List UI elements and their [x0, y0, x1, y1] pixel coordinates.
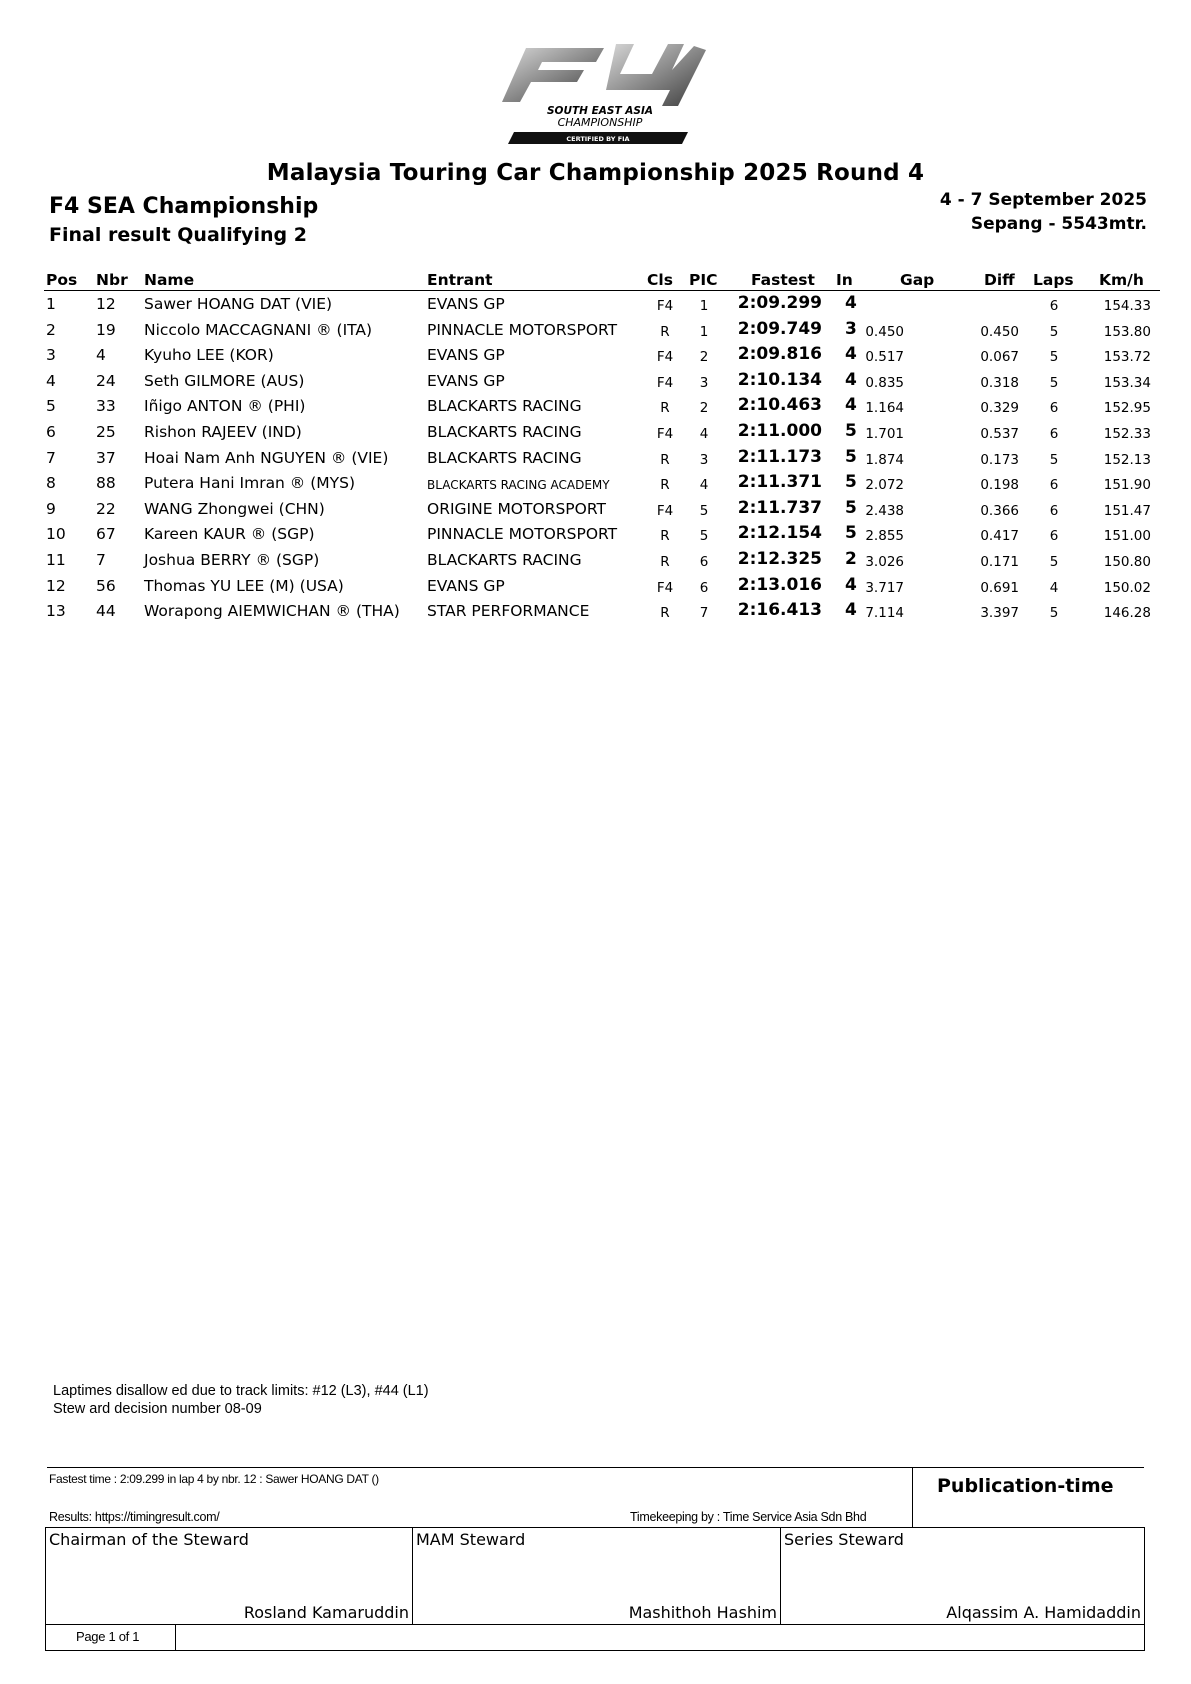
cell-name: Putera Hani Imran ® (MYS)	[144, 474, 356, 493]
cell-fastest: 2:10.463	[737, 395, 822, 416]
cell-fastest: 2:09.299	[737, 293, 822, 313]
cell-in: 4	[845, 344, 857, 365]
cell-name: Seth GILMORE (AUS)	[144, 371, 305, 390]
cell-pic: 4	[699, 426, 709, 442]
cell-laps: 5	[1049, 451, 1059, 468]
table-row	[0, 575, 1191, 599]
cell-pos: 10	[46, 525, 66, 544]
venue: Sepang - 5543mtr.	[970, 214, 1147, 234]
cell-kmh: 153.72	[1103, 349, 1151, 366]
col-pic: PIC	[689, 271, 718, 289]
cell-nbr: 24	[96, 371, 116, 390]
cell-pic: 2	[699, 400, 709, 417]
cell-gap: 2.072	[865, 477, 904, 494]
f4-sea-championship-logo	[484, 40, 714, 152]
cell-diff: 3.397	[980, 605, 1019, 622]
cell-gap: 0.835	[865, 374, 904, 391]
cell-in: 4	[845, 293, 857, 313]
page-number-cell	[46, 1625, 176, 1650]
track-limits-note: Laptimes disallow ed due to track limits: #12 (L3), #44 (L1)	[53, 1383, 429, 1399]
stewards-signature-block	[45, 1527, 1145, 1625]
table-row	[0, 370, 1191, 394]
cell-in: 3	[845, 318, 857, 339]
col-kmh: Km/h	[1099, 271, 1144, 289]
cell-gap: 1.701	[865, 426, 904, 442]
cell-kmh: 153.80	[1103, 323, 1151, 340]
cell-pos: 5	[46, 397, 56, 416]
cell-pos: 12	[46, 576, 66, 595]
cell-kmh: 150.02	[1103, 579, 1151, 596]
steward-name: Rosland Kamaruddin	[243, 1603, 409, 1622]
cell-fastest: 2:12.154	[737, 523, 822, 544]
logo-line3: CERTIFIED BY FIA	[566, 135, 630, 143]
cell-name: Sawer HOANG DAT (VIE)	[144, 295, 333, 313]
page-number-box	[45, 1625, 1145, 1651]
cell-laps: 6	[1049, 502, 1059, 519]
cell-diff: 0.318	[980, 374, 1019, 391]
cell-entrant: BLACKARTS RACING	[427, 448, 582, 467]
cell-name: WANG Zhongwei (CHN)	[144, 499, 325, 518]
cell-in: 5	[845, 446, 857, 467]
col-entrant: Entrant	[427, 271, 493, 289]
cell-laps: 5	[1049, 374, 1059, 391]
cell-pos: 3	[46, 346, 56, 365]
cell-cls: F4	[656, 579, 674, 596]
cell-name: Joshua BERRY ® (SGP)	[144, 551, 320, 569]
cell-pos: 7	[46, 448, 56, 467]
results-url: Results: https://timingresult.com/	[49, 1510, 220, 1524]
col-diff: Diff	[984, 271, 1015, 289]
event-dates: 4 - 7 September 2025	[939, 190, 1147, 210]
cell-cls: R	[660, 451, 670, 468]
cell-laps: 6	[1049, 528, 1059, 545]
cell-in: 5	[845, 523, 857, 544]
cell-name: Niccolo MACCAGNANI ® (ITA)	[144, 320, 373, 339]
cell-in: 4	[845, 600, 857, 621]
cell-kmh: 146.28	[1103, 605, 1151, 622]
cell-nbr: 67	[96, 525, 116, 544]
cell-fastest: 2:12.325	[737, 549, 822, 569]
cell-pos: 13	[46, 602, 66, 621]
cell-in: 2	[845, 549, 857, 569]
logo-line2: CHAMPIONSHIP	[557, 116, 643, 129]
cell-diff: 0.067	[980, 349, 1019, 366]
cell-entrant: EVANS GP	[427, 295, 505, 313]
cell-cls: R	[660, 400, 670, 417]
cell-fastest: 2:11.737	[737, 497, 822, 518]
cell-cls: F4	[656, 374, 674, 391]
cell-laps: 6	[1049, 298, 1059, 314]
cell-in: 4	[845, 574, 857, 595]
cell-kmh: 154.33	[1103, 298, 1151, 314]
table-row	[0, 498, 1191, 522]
cell-pic: 2	[699, 349, 709, 366]
timekeeping-credit: Timekeeping by : Time Service Asia Sdn Bhd	[630, 1510, 867, 1524]
cell-fastest: 2:13.016	[737, 574, 822, 595]
cell-name: Kareen KAUR ® (SGP)	[144, 525, 315, 544]
cell-pos: 11	[46, 551, 66, 569]
table-row	[0, 549, 1191, 573]
cell-entrant: BLACKARTS RACING	[427, 397, 582, 416]
steward-name: Mashithoh Hashim	[628, 1603, 777, 1622]
publication-time-label: Publication-time	[937, 1475, 1114, 1497]
cell-nbr: 25	[96, 423, 116, 441]
cell-diff: 0.450	[980, 323, 1019, 340]
cell-name: Thomas YU LEE (M) (USA)	[144, 576, 344, 595]
cell-pos: 1	[46, 295, 56, 313]
cell-cls: F4	[656, 298, 674, 314]
cell-pic: 1	[699, 323, 709, 340]
steward-box-chairman	[46, 1528, 413, 1624]
table-row	[0, 293, 1191, 317]
session-title: Final result Qualifying 2	[49, 224, 307, 246]
steward-title: Chairman of the Steward	[49, 1530, 249, 1549]
table-row	[0, 472, 1191, 496]
cell-cls: R	[660, 605, 670, 622]
cell-cls: F4	[656, 349, 674, 366]
header-rule	[44, 290, 1160, 291]
col-cls: Cls	[647, 271, 673, 289]
cell-diff: 0.198	[980, 477, 1019, 494]
cell-nbr: 19	[96, 320, 116, 339]
cell-kmh: 152.33	[1103, 426, 1151, 442]
steward-title: MAM Steward	[416, 1530, 526, 1549]
logo-line1: SOUTH EAST ASIA	[546, 105, 654, 117]
cell-gap: 7.114	[865, 605, 904, 622]
table-row	[0, 523, 1191, 547]
table-row	[0, 447, 1191, 471]
table-row	[0, 421, 1191, 445]
col-nbr: Nbr	[96, 271, 128, 289]
cell-cls: R	[660, 323, 670, 340]
cell-entrant: BLACKARTS RACING ACADEMY	[427, 478, 610, 493]
event-title: Malaysia Touring Car Championship 2025 Round 4	[266, 160, 925, 186]
publication-time-box	[912, 1467, 1145, 1527]
cell-kmh: 151.00	[1103, 528, 1151, 545]
cell-kmh: 153.34	[1103, 374, 1151, 391]
cell-laps: 6	[1049, 477, 1059, 494]
cell-laps: 4	[1049, 579, 1059, 596]
f4-wordmark	[502, 44, 706, 106]
col-name: Name	[144, 271, 195, 289]
cell-entrant: EVANS GP	[427, 371, 505, 390]
steward-box-series	[781, 1528, 1144, 1624]
cell-pos: 2	[46, 320, 56, 339]
steward-name: Alqassim A. Hamidaddin	[946, 1603, 1141, 1622]
cell-cls: R	[660, 528, 670, 545]
cell-laps: 6	[1049, 426, 1059, 442]
cell-gap: 2.855	[865, 528, 904, 545]
cell-name: Worapong AIEMWICHAN ® (THA)	[144, 602, 400, 621]
cell-gap: 1.874	[865, 451, 904, 468]
col-laps: Laps	[1033, 271, 1074, 289]
cell-entrant: PINNACLE MOTORSPORT	[427, 525, 618, 544]
cell-nbr: 37	[96, 448, 116, 467]
cell-name: Kyuho LEE (KOR)	[144, 346, 274, 365]
cell-in: 4	[845, 369, 857, 390]
cell-diff: 0.329	[980, 400, 1019, 417]
table-row	[0, 395, 1191, 419]
cell-laps: 6	[1049, 400, 1059, 417]
table-row	[0, 344, 1191, 368]
cell-laps: 5	[1049, 605, 1059, 622]
cell-pic: 3	[699, 451, 709, 468]
cell-name: Iñigo ANTON ® (PHI)	[144, 397, 306, 416]
cell-pic: 4	[699, 477, 709, 494]
cell-entrant: STAR PERFORMANCE	[427, 602, 590, 621]
championship-name: F4 SEA Championship	[49, 194, 319, 219]
col-fastest: Fastest	[751, 271, 815, 289]
cell-pic: 1	[699, 298, 709, 314]
steward-box-mam	[413, 1528, 781, 1624]
cell-nbr: 12	[96, 295, 116, 313]
col-pos: Pos	[46, 271, 78, 289]
cell-in: 5	[845, 421, 857, 441]
page-number: Page 1 of 1	[76, 1629, 140, 1644]
cell-laps: 5	[1049, 323, 1059, 340]
cell-entrant: BLACKARTS RACING	[427, 551, 582, 569]
cell-kmh: 151.90	[1103, 477, 1151, 494]
cell-laps: 5	[1049, 349, 1059, 366]
cell-cls: F4	[656, 502, 674, 519]
cell-nbr: 88	[96, 474, 116, 493]
cell-pos: 9	[46, 499, 56, 518]
cell-kmh: 151.47	[1103, 502, 1151, 519]
cell-nbr: 44	[96, 602, 116, 621]
cell-gap: 3.717	[865, 579, 904, 596]
cell-entrant: EVANS GP	[427, 576, 505, 595]
cell-in: 4	[845, 395, 857, 416]
steward-title: Series Steward	[784, 1530, 904, 1549]
fastest-time-summary: Fastest time : 2:09.299 in lap 4 by nbr. 12 : Sawer HOANG DAT ()	[49, 1472, 379, 1486]
cell-diff: 0.171	[980, 554, 1019, 570]
cell-diff: 0.173	[980, 451, 1019, 468]
cell-fastest: 2:11.000	[737, 421, 822, 441]
cell-pic: 3	[699, 374, 709, 391]
cell-nbr: 4	[96, 346, 106, 365]
cell-name: Rishon RAJEEV (IND)	[144, 423, 302, 441]
cell-kmh: 150.80	[1103, 554, 1151, 570]
cell-in: 5	[845, 497, 857, 518]
cell-cls: F4	[656, 426, 674, 442]
cell-gap: 0.450	[865, 323, 904, 340]
cell-fastest: 2:11.371	[737, 472, 822, 493]
cell-entrant: BLACKARTS RACING	[427, 423, 582, 441]
cell-in: 5	[845, 472, 857, 493]
cell-pos: 4	[46, 371, 56, 390]
cell-pos: 6	[46, 423, 56, 441]
cell-diff: 0.417	[980, 528, 1019, 545]
cell-cls: R	[660, 554, 670, 570]
cell-entrant: EVANS GP	[427, 346, 505, 365]
results-table-header	[0, 271, 1191, 295]
cell-pic: 5	[699, 502, 709, 519]
cell-pic: 7	[699, 605, 709, 622]
cell-laps: 5	[1049, 554, 1059, 570]
cell-nbr: 7	[96, 551, 106, 569]
cell-nbr: 22	[96, 499, 116, 518]
cell-fastest: 2:11.173	[737, 446, 822, 467]
col-gap: Gap	[900, 271, 935, 289]
cell-kmh: 152.13	[1103, 451, 1151, 468]
table-row	[0, 600, 1191, 624]
cell-kmh: 152.95	[1103, 400, 1151, 417]
cell-entrant: PINNACLE MOTORSPORT	[427, 320, 618, 339]
table-row	[0, 319, 1191, 343]
cell-diff: 0.366	[980, 502, 1019, 519]
cell-gap: 1.164	[865, 400, 904, 417]
cell-entrant: ORIGINE MOTORSPORT	[427, 499, 606, 518]
cell-cls: R	[660, 477, 670, 494]
cell-pic: 5	[699, 528, 709, 545]
cell-pos: 8	[46, 474, 56, 493]
cell-diff: 0.537	[980, 426, 1019, 442]
cell-fastest: 2:09.749	[737, 318, 822, 339]
cell-nbr: 33	[96, 397, 116, 416]
steward-decision-note: Stew ard decision number 08-09	[53, 1401, 262, 1417]
cell-gap: 0.517	[865, 349, 904, 366]
cell-name: Hoai Nam Anh NGUYEN ® (VIE)	[144, 448, 389, 467]
cell-fastest: 2:16.413	[737, 600, 822, 621]
cell-nbr: 56	[96, 576, 116, 595]
cell-diff: 0.691	[980, 579, 1019, 596]
cell-gap: 2.438	[865, 502, 904, 519]
cell-gap: 3.026	[865, 554, 904, 570]
cell-fastest: 2:10.134	[737, 369, 822, 390]
cell-fastest: 2:09.816	[737, 344, 822, 365]
col-in: In	[836, 271, 853, 289]
cell-pic: 6	[699, 579, 709, 596]
cell-pic: 6	[699, 554, 709, 570]
